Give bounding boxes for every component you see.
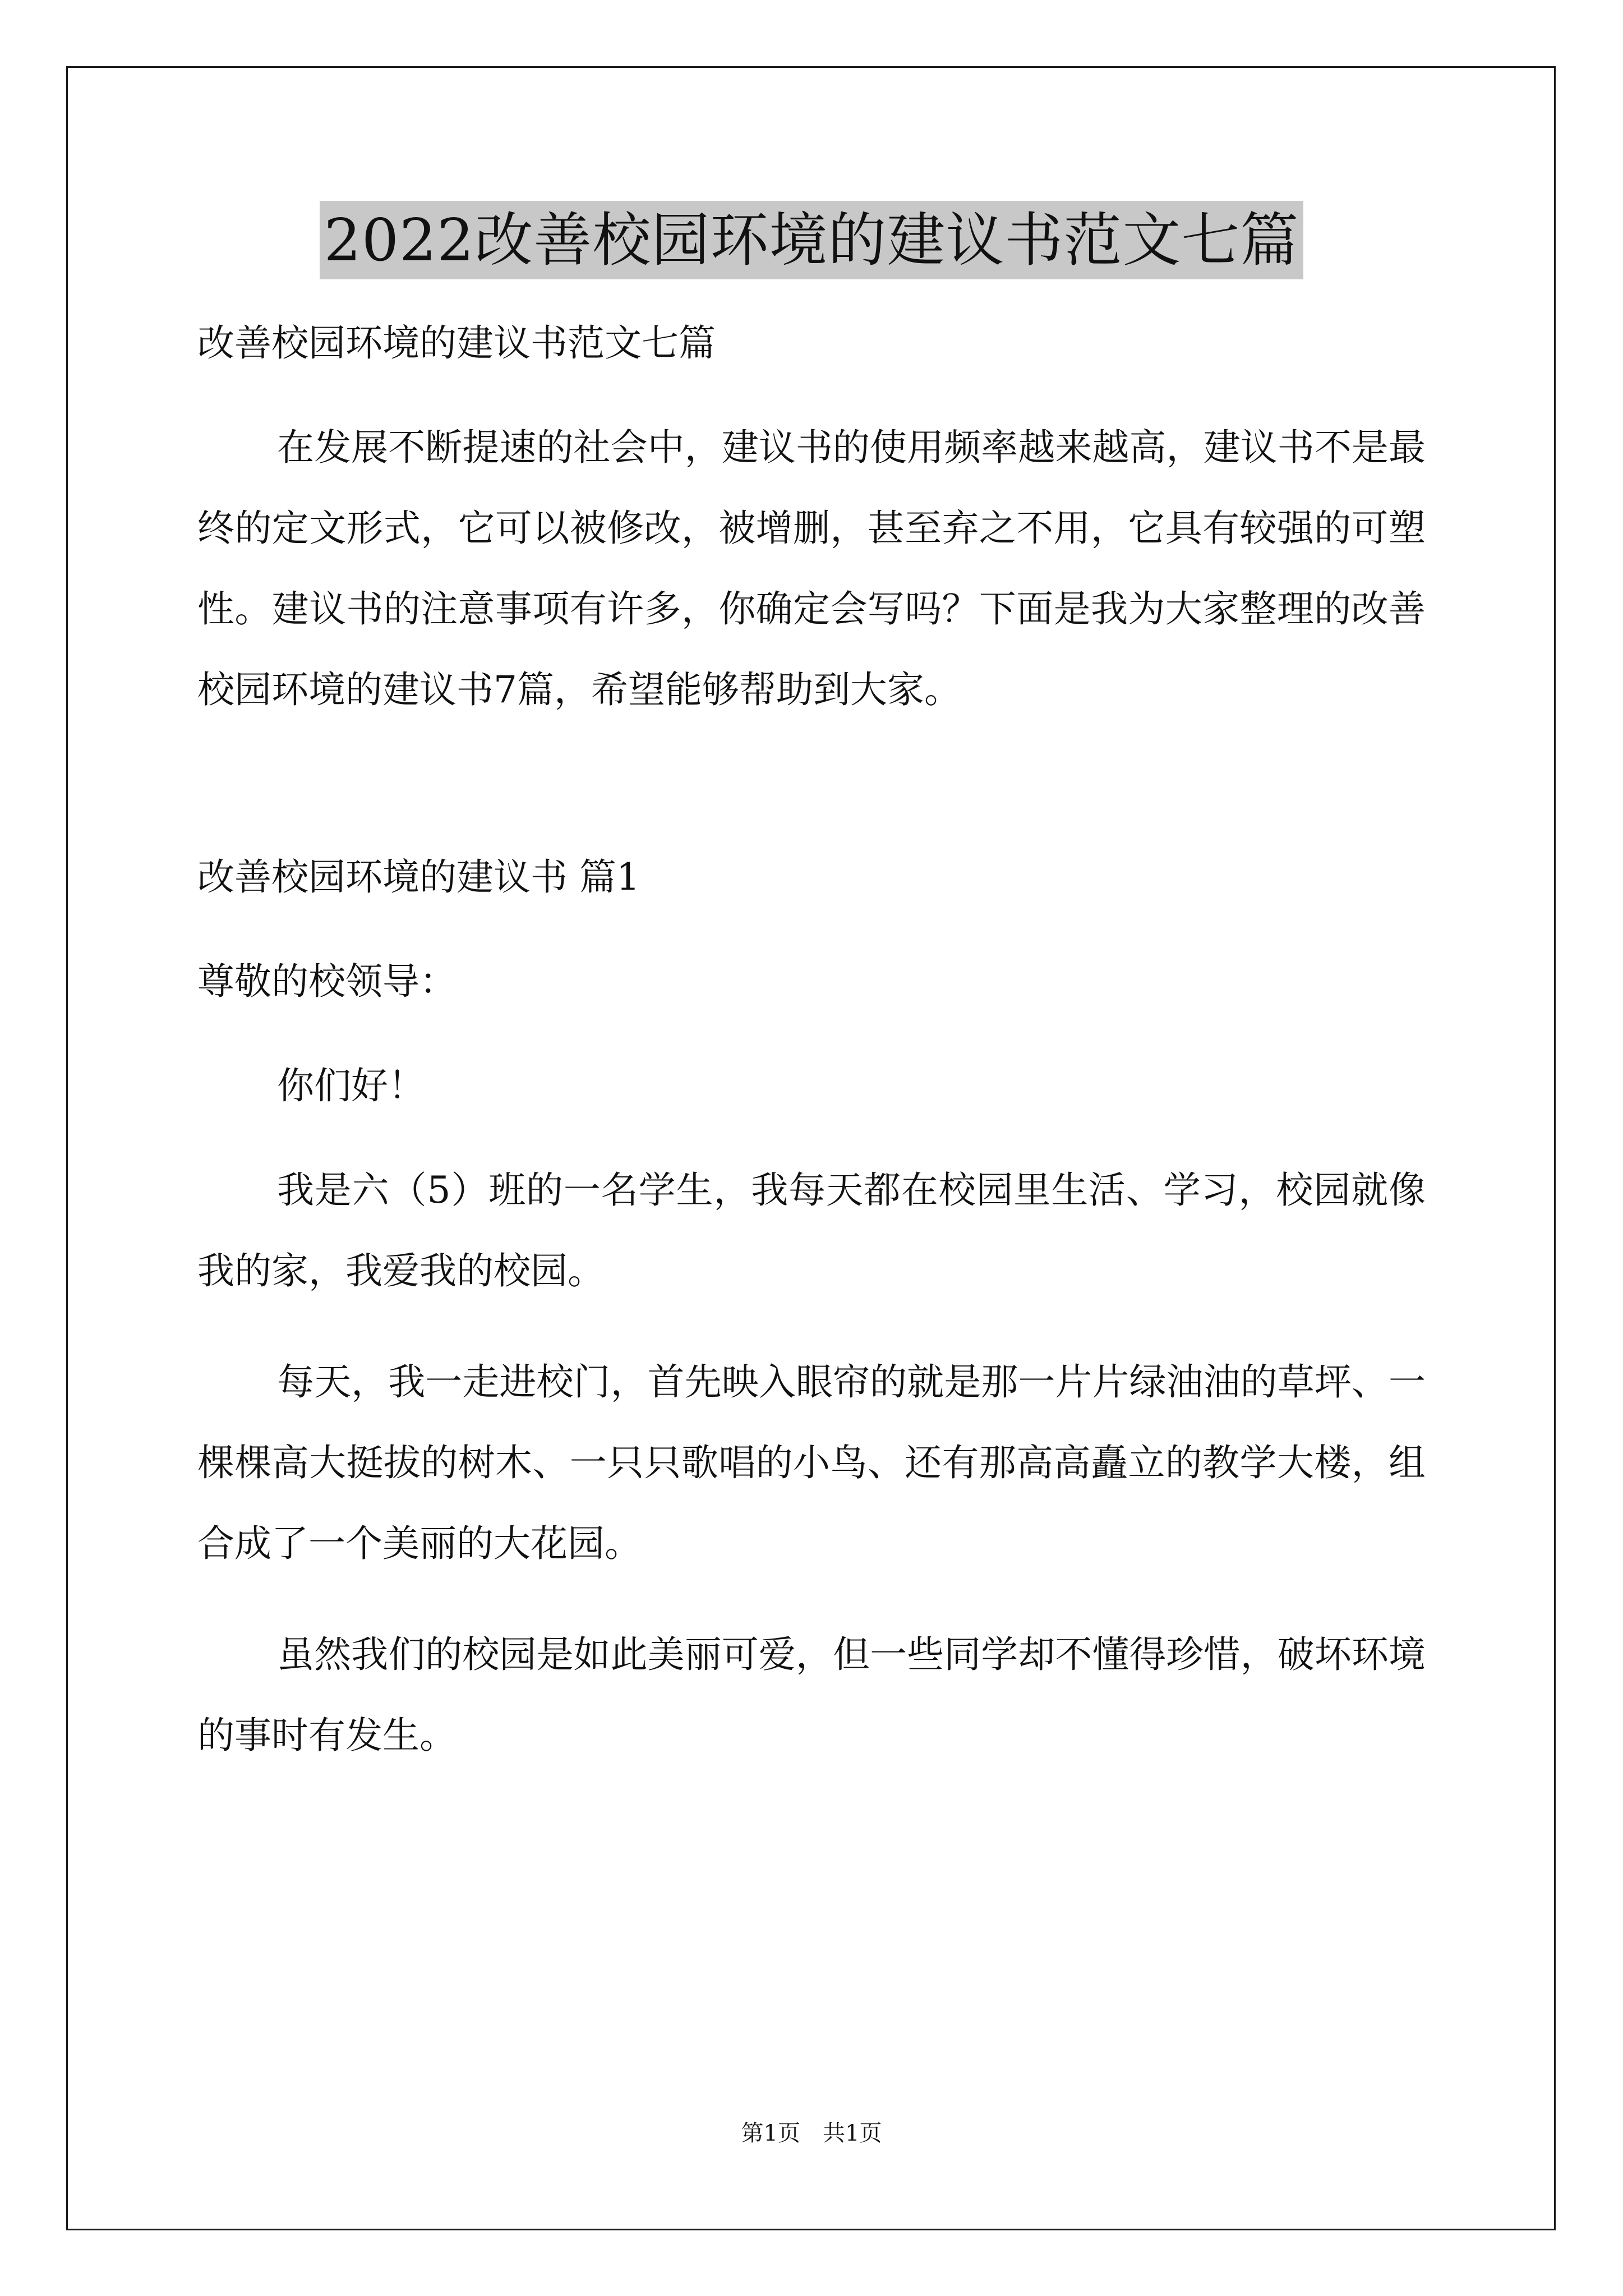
document-subtitle: 改善校园环境的建议书范文七篇: [197, 321, 716, 365]
document-title: 2022改善校园环境的建议书范文七篇: [320, 201, 1304, 279]
title-container: [0, 201, 1623, 279]
section-heading: 改善校园环境的建议书 篇1: [197, 855, 640, 899]
document-body: [197, 303, 1426, 1776]
intro-paragraph: 在发展不断提速的社会中，建议书的使用频率越来越高，建议书不是最终的定文形式，它可以被修改，被增删，甚至弃之不用，它具有较强的可塑性。建议书的注意事项有许多，你确定会写吗？下面是我为大家整理的改善校园环境的建议书7篇，希望能够帮助到大家。: [197, 426, 1426, 711]
body-paragraph: 我是六（5）班的一名学生，我每天都在校园里生活、学习，校园就像我的家，我爱我的校园。: [197, 1168, 1426, 1292]
greeting: 你们好！: [277, 1064, 425, 1107]
body-paragraph: 虽然我们的校园是如此美丽可爱，但一些同学却不懂得珍惜，破坏环境的事时有发生。: [197, 1633, 1426, 1757]
page-footer: 第1页 共1页: [741, 2120, 882, 2146]
salutation: 尊敬的校领导：: [197, 960, 457, 1003]
body-paragraph: 每天，我一走进校门，首先映入眼帘的就是那一片片绿油油的草坪、一棵棵高大挺拔的树木、一只只歌唱的小鸟、还有那高高矗立的教学大楼，组合成了一个美丽的大花园。: [197, 1360, 1426, 1565]
